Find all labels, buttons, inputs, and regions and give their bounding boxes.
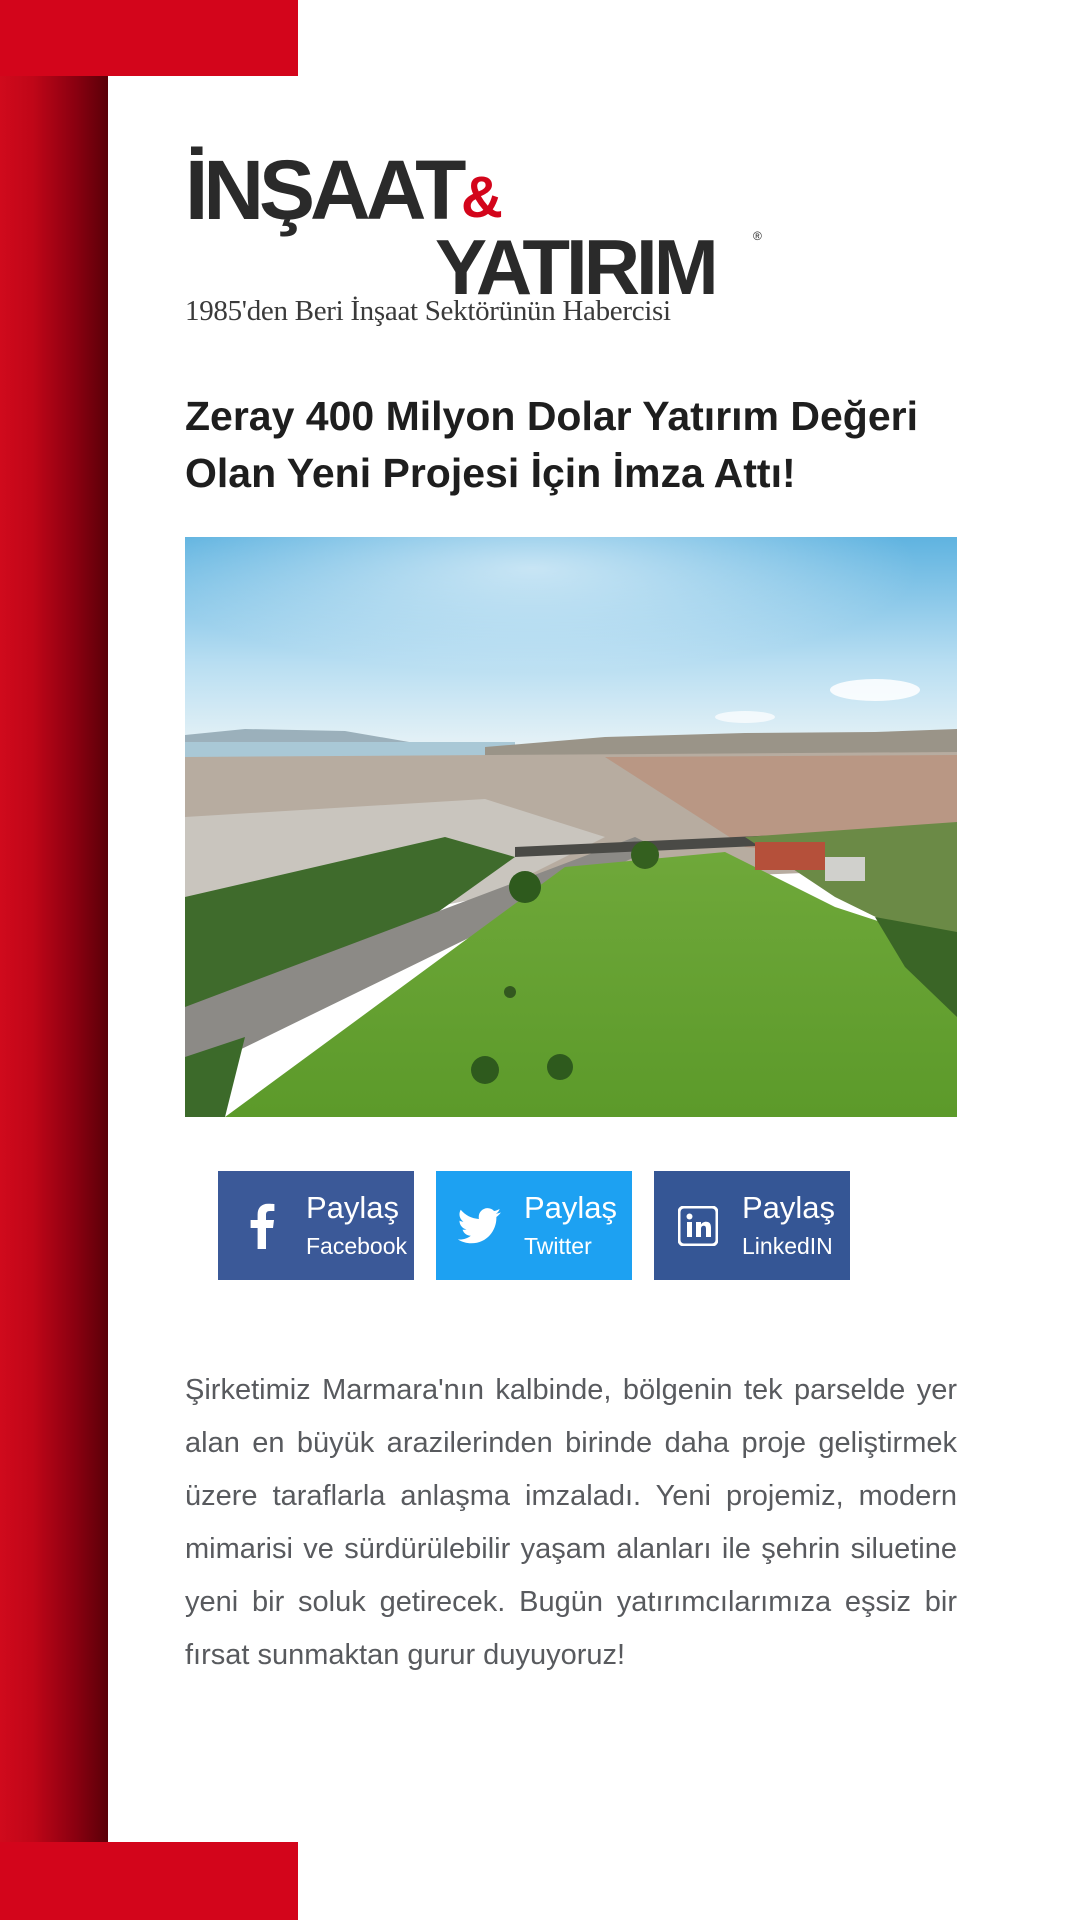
facebook-icon [218, 1171, 306, 1280]
share-linkedin-label: Paylaş [742, 1189, 836, 1225]
twitter-icon [436, 1171, 524, 1280]
logo-registered-mark: ® [753, 229, 762, 243]
article-body: Şirketimiz Marmara'nın kalbinde, bölgenin tek parselde yer alan en büyük arazilerinden birinde daha proje geliştirmek üzere taraflarla anlaşma imzaladı. Yeni projemiz, modern mimarisi ve sürdürülebilir yaşam alanları ile şehrin siluetine yeni bir soluk getirecek. Bugün yatırımcılarımıza eşsiz bir fırsat sunmaktan gurur duyuyoruz! [185, 1374, 957, 1671]
logo-word-yatirim: YATIRIM [435, 223, 715, 311]
share-linkedin-network: LinkedIN [742, 1232, 833, 1259]
share-twitter-button[interactable] [436, 1171, 632, 1280]
site-logo[interactable] [185, 145, 765, 330]
logo-tagline: 1985'den Beri İnşaat Sektörünün Habercisi [185, 295, 671, 327]
share-facebook-label: Paylaş [306, 1189, 400, 1225]
article-title: Zeray 400 Milyon Dolar Yatırım Değeri Olan Yeni Projesi İçin İmza Attı! [185, 393, 918, 496]
logo-word-insaat: İNŞAAT [185, 143, 462, 237]
share-twitter-label: Paylaş [524, 1189, 618, 1225]
share-twitter-network: Twitter [524, 1232, 592, 1259]
share-linkedin-button[interactable] [654, 1171, 850, 1280]
share-facebook-network: Facebook [306, 1232, 408, 1259]
logo-ampersand: & [461, 165, 501, 230]
share-facebook-button[interactable] [218, 1171, 414, 1280]
linkedin-icon [654, 1171, 742, 1280]
red-shadow-strip [0, 76, 108, 1842]
article-aerial-photo [185, 537, 957, 1117]
